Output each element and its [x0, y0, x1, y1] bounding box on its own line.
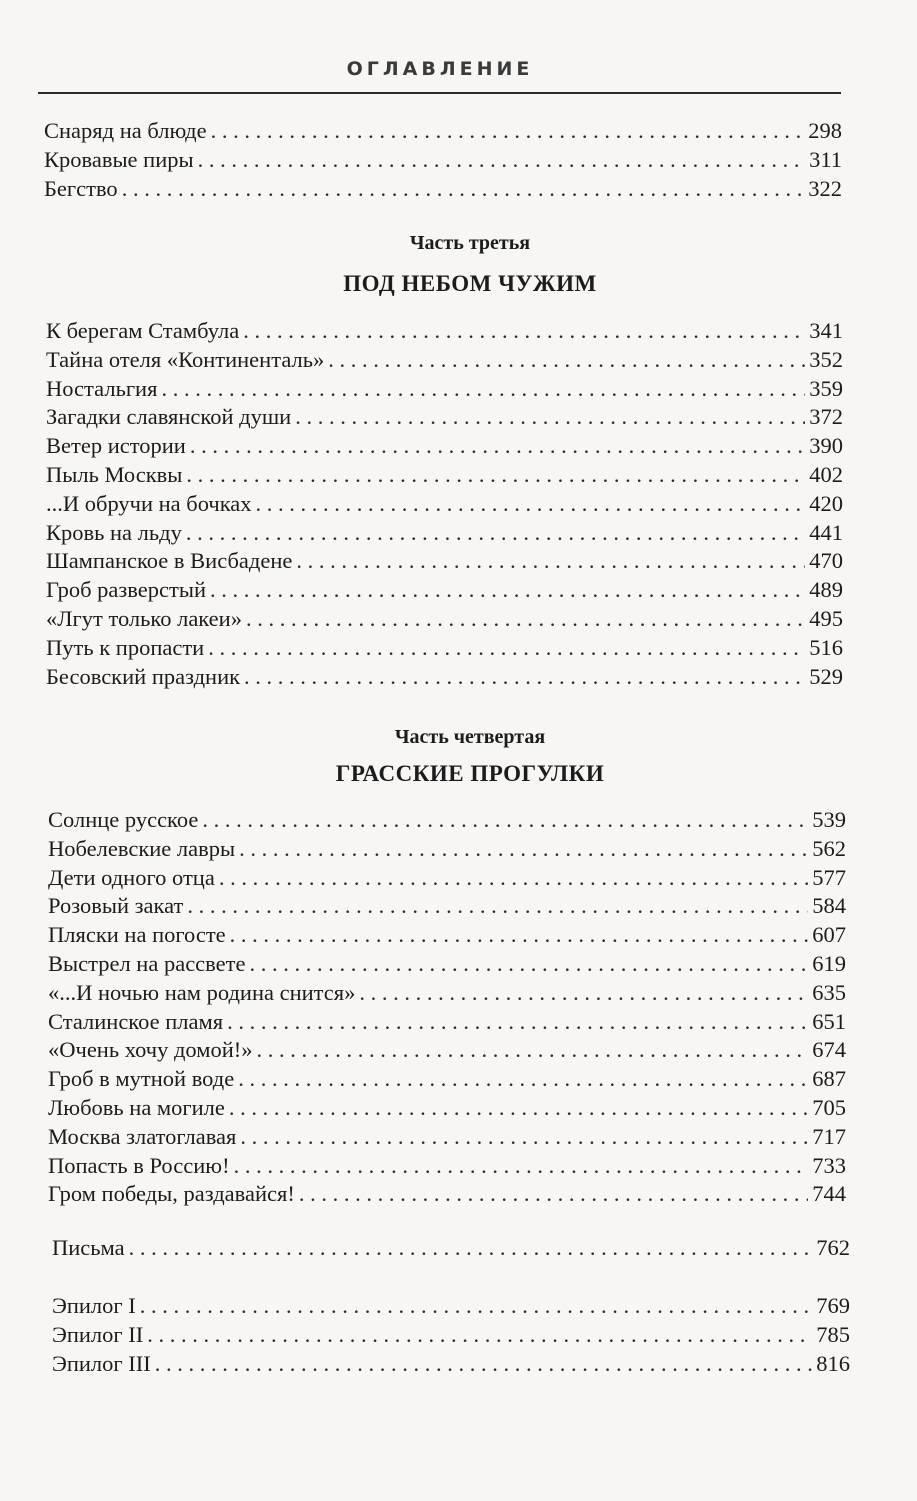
dot-leader — [240, 1123, 808, 1152]
dot-leader — [186, 461, 805, 490]
toc-entry — [48, 1036, 846, 1065]
toc-entry-page: 651 — [812, 1008, 846, 1034]
running-head-title: ОГЛАВЛЕНИЕ — [346, 58, 534, 80]
part-four-label: Часть четвертая — [394, 726, 546, 748]
toc-entry-title: Нобелевские лавры — [48, 835, 236, 861]
toc-entry-title: Гроб в мутной воде — [48, 1066, 235, 1092]
toc-entry-title: Эпилог III — [52, 1350, 151, 1376]
dot-leader — [244, 663, 805, 692]
toc-entry — [48, 1094, 846, 1123]
toc-entry — [52, 1292, 850, 1321]
dot-leader — [238, 1065, 808, 1094]
toc-entry-title: Выстрел на рассвете — [48, 950, 246, 976]
toc-entry — [46, 663, 843, 692]
toc-entry-title: ...И обручи на бочках — [46, 490, 252, 516]
toc-entry — [44, 146, 842, 175]
toc-entry-page: 311 — [809, 146, 842, 172]
toc-entry-title: К берегам Стамбула — [46, 318, 240, 343]
toc-entry-title: Гром победы, раздавайся! — [48, 1181, 295, 1207]
toc-entry — [48, 892, 846, 921]
toc-entry — [48, 1123, 846, 1152]
toc-entry-page: 402 — [809, 461, 843, 487]
toc-entry-title: Эпилог II — [52, 1321, 144, 1347]
dot-leader — [122, 175, 805, 204]
toc-list-prev — [44, 117, 842, 203]
toc-entry — [46, 432, 843, 461]
toc-entry — [52, 1234, 850, 1263]
toc-entry-title: Пыль Москвы — [46, 461, 183, 487]
dot-leader — [219, 864, 808, 893]
toc-entry-page: 816 — [816, 1350, 850, 1376]
toc-entry — [46, 346, 843, 375]
toc-entry — [48, 979, 846, 1008]
toc-entry — [46, 490, 843, 519]
dot-leader — [256, 490, 806, 519]
toc-entry — [44, 117, 842, 146]
toc-entry-page: 619 — [812, 950, 846, 976]
toc-list-epilogues — [52, 1292, 850, 1378]
toc-entry-title: Письма — [52, 1235, 125, 1260]
toc-entry-title: Солнце русское — [48, 807, 199, 832]
toc-entry-page: 744 — [812, 1181, 846, 1207]
toc-entry-title: Ветер истории — [46, 433, 186, 459]
toc-entry-page: 687 — [812, 1066, 846, 1092]
dot-leader — [202, 806, 808, 835]
toc-entry — [48, 1152, 846, 1181]
toc-entry-page: 584 — [812, 893, 846, 919]
toc-entry-page: 495 — [809, 605, 843, 631]
toc-entry-title: Пляски на погосте — [48, 922, 226, 948]
dot-leader — [299, 1180, 808, 1209]
toc-entry — [48, 950, 846, 979]
toc-entry-title: Загадки славянской души — [46, 404, 292, 430]
toc-entry — [48, 864, 846, 893]
dot-leader — [230, 921, 809, 950]
toc-entry — [48, 806, 846, 835]
toc-list-letters — [52, 1234, 850, 1263]
toc-entry-title: «Лгут только лакеи» — [46, 605, 242, 631]
toc-entry-page: 298 — [808, 118, 842, 143]
toc-entry-page: 705 — [812, 1094, 846, 1120]
toc-entry-title: Дети одного отца — [48, 864, 215, 890]
toc-entry — [48, 1008, 846, 1037]
toc-entry — [46, 605, 843, 634]
toc-entry — [46, 576, 843, 605]
toc-entry-page: 577 — [812, 864, 846, 890]
dot-leader — [227, 1008, 808, 1037]
dot-leader — [246, 605, 805, 634]
toc-entry-page: 470 — [809, 548, 843, 574]
toc-entry-page: 341 — [809, 318, 843, 343]
toc-entry-title: Москва златоглавая — [48, 1123, 237, 1149]
header-rule — [38, 92, 841, 94]
toc-entry-page: 539 — [812, 807, 846, 832]
dot-leader — [129, 1234, 813, 1263]
toc-entry-title: Бесовский праздник — [46, 663, 241, 689]
toc-entry — [46, 634, 843, 663]
toc-entry-page: 441 — [809, 519, 843, 545]
dot-leader — [296, 547, 805, 576]
toc-entry — [48, 1180, 846, 1209]
toc-entry-page: 762 — [816, 1235, 850, 1260]
toc-entry — [46, 519, 843, 548]
toc-entry-title: Бегство — [44, 175, 118, 201]
dot-leader — [147, 1321, 812, 1350]
dot-leader — [210, 576, 805, 605]
part-four-title: ГРАССКИЕ ПРОГУЛКИ — [335, 761, 605, 786]
toc-entry — [48, 921, 846, 950]
dot-leader — [243, 317, 805, 346]
toc-entry-page: 516 — [809, 634, 843, 660]
toc-entry-page: 674 — [812, 1037, 846, 1063]
toc-entry-title: Шампанское в Висбадене — [46, 548, 293, 574]
dot-leader — [208, 634, 805, 663]
toc-entry-title: Розовый закат — [48, 893, 184, 919]
dot-leader — [187, 892, 808, 921]
toc-entry — [52, 1350, 850, 1379]
dot-leader — [328, 346, 805, 375]
part-three-title: ПОД НЕБОМ ЧУЖИМ — [343, 271, 597, 296]
toc-entry — [46, 403, 843, 432]
toc-entry-page: 372 — [809, 404, 843, 430]
toc-entry-page: 607 — [812, 922, 846, 948]
dot-leader — [239, 835, 808, 864]
toc-entry-title: Любовь на могиле — [48, 1094, 225, 1120]
toc-entry — [48, 1065, 846, 1094]
dot-leader — [190, 432, 805, 461]
dot-leader — [295, 403, 805, 432]
dot-leader — [257, 1036, 809, 1065]
toc-entry-page: 529 — [809, 663, 843, 689]
toc-entry-title: Кровавые пиры — [44, 146, 194, 172]
dot-leader — [249, 950, 808, 979]
dot-leader — [359, 979, 808, 1008]
toc-entry — [46, 461, 843, 490]
toc-entry-title: Гроб разверстый — [46, 577, 206, 603]
toc-entry-page: 635 — [812, 979, 846, 1005]
dot-leader — [234, 1152, 809, 1181]
toc-entry — [46, 317, 843, 346]
toc-entry-page: 733 — [812, 1152, 846, 1178]
dot-leader — [211, 117, 805, 146]
dot-leader — [161, 375, 805, 404]
toc-entry-title: Снаряд на блюде — [44, 118, 207, 143]
toc-entry-page: 390 — [809, 433, 843, 459]
dot-leader — [186, 519, 805, 548]
toc-entry-page: 717 — [812, 1123, 846, 1149]
toc-entry-title: Ностальгия — [46, 375, 158, 401]
toc-entry-page: 785 — [816, 1321, 850, 1347]
toc-entry-title: Эпилог I — [52, 1293, 136, 1318]
toc-entry-title: «Очень хочу домой!» — [48, 1037, 253, 1063]
toc-entry-page: 322 — [808, 175, 842, 201]
part-three-label: Часть третья — [409, 232, 531, 254]
dot-leader — [198, 146, 805, 175]
toc-entry-page: 769 — [816, 1293, 850, 1318]
toc-entry — [46, 547, 843, 576]
toc-entry-title: Тайна отеля «Континенталь» — [46, 346, 325, 372]
toc-entry-title: «...И ночью нам родина снится» — [48, 979, 356, 1005]
toc-entry — [48, 835, 846, 864]
toc-entry-page: 562 — [812, 835, 846, 861]
toc-entry-page: 352 — [809, 346, 843, 372]
toc-entry-page: 420 — [809, 490, 843, 516]
toc-entry-page: 359 — [809, 375, 843, 401]
dot-leader — [155, 1350, 813, 1379]
toc-entry-title: Кровь на льду — [46, 519, 182, 545]
toc-entry — [44, 175, 842, 204]
toc-entry-title: Сталинское пламя — [48, 1008, 224, 1034]
toc-list-part-four — [48, 806, 846, 1209]
toc-entry-title: Путь к пропасти — [46, 634, 205, 660]
toc-list-part-three — [46, 317, 843, 691]
dot-leader — [140, 1292, 812, 1321]
toc-entry-page: 489 — [809, 577, 843, 603]
dot-leader — [229, 1094, 808, 1123]
toc-entry — [46, 375, 843, 404]
toc-entry — [52, 1321, 850, 1350]
toc-entry-title: Попасть в Россию! — [48, 1152, 230, 1178]
